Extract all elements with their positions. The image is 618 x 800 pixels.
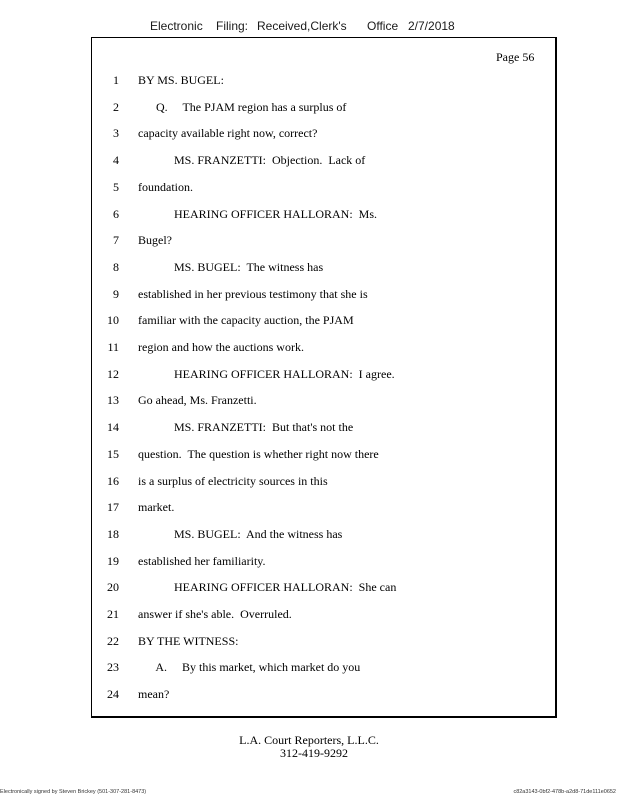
line-number: 22 [107, 633, 119, 648]
line-number: 23 [107, 660, 119, 675]
transcript-line [0, 580, 618, 598]
line-number: 3 [113, 126, 119, 141]
line-text: HEARING OFFICER HALLORAN: She can [138, 580, 397, 595]
line-text: region and how the auctions work. [138, 340, 304, 354]
line-text: MS. BUGEL: And the witness has [138, 526, 343, 541]
line-number: 11 [107, 340, 119, 354]
line-number: 16 [107, 473, 119, 488]
transcript-line [0, 447, 618, 465]
transcript-line [0, 634, 618, 652]
transcript-line [0, 527, 618, 545]
header-word-filing: Filing: [216, 19, 249, 33]
transcript-line [0, 340, 618, 358]
header-filing-date: 2/7/2018 [408, 19, 455, 33]
transcript-line [0, 367, 618, 385]
line-text: question. The question is whether right now there [138, 446, 379, 461]
electronic-signature-note: Electronically signed by Steven Brickey (501-307-281-8473) [0, 789, 147, 795]
line-number: 14 [107, 420, 119, 435]
line-number: 7 [113, 233, 119, 248]
reporter-phone: 312-419-9292 [280, 746, 348, 760]
line-number: 2 [113, 99, 119, 114]
reporter-company-name: L.A. Court Reporters, L.L.C. [239, 733, 379, 747]
line-text: Go ahead, Ms. Franzetti. [138, 393, 257, 408]
line-number: 4 [113, 153, 119, 168]
line-text: established her familiarity. [138, 553, 266, 568]
line-number: 12 [107, 366, 119, 381]
line-text: Bugel? [138, 233, 172, 248]
line-text: Q. The PJAM region has a surplus of [138, 99, 347, 114]
transcript-line [0, 313, 618, 331]
line-number: 20 [107, 580, 119, 595]
line-number: 10 [107, 313, 119, 328]
line-number: 21 [107, 607, 119, 621]
line-number: 8 [113, 259, 119, 274]
line-text: market. [138, 500, 175, 515]
line-number: 18 [107, 526, 119, 541]
line-text: HEARING OFFICER HALLORAN: Ms. [138, 206, 378, 221]
line-number: 13 [107, 393, 119, 408]
transcript-line [0, 287, 618, 305]
line-text: foundation. [138, 179, 193, 194]
transcript-line [0, 153, 618, 171]
line-text: answer if she's able. Overruled. [138, 607, 292, 621]
transcript-line [0, 180, 618, 198]
transcript-line [0, 393, 618, 411]
line-number: 19 [107, 553, 119, 568]
line-text: BY MS. BUGEL: [138, 73, 224, 87]
transcript-line [0, 420, 618, 438]
header-word-office: Office [367, 19, 399, 33]
page-number-label: Page 56 [496, 50, 535, 64]
line-number: 6 [113, 206, 119, 221]
line-number: 24 [107, 687, 119, 702]
transcript-line [0, 500, 618, 518]
header-word-electronic: Electronic [150, 19, 203, 33]
document-id: c82a3143-0bf2-478b-a2d8-71de111e0652 [513, 789, 616, 795]
line-text: familiar with the capacity auction, the PJAM [138, 313, 354, 328]
line-text: MS. FRANZETTI: But that's not the [138, 420, 354, 435]
line-number: 15 [107, 446, 119, 461]
line-text: BY THE WITNESS: [138, 633, 239, 648]
transcript-line [0, 207, 618, 225]
transcript-line [0, 607, 618, 625]
line-text: capacity available right now, correct? [138, 126, 318, 141]
line-text: MS. BUGEL: The witness has [138, 259, 324, 274]
line-text: MS. FRANZETTI: Objection. Lack of [138, 153, 366, 168]
line-text: mean? [138, 687, 170, 702]
line-number: 17 [107, 500, 119, 515]
filing-stamp-header [0, 19, 618, 37]
line-number: 5 [113, 179, 119, 194]
line-number: 9 [113, 286, 119, 301]
transcript-line [0, 260, 618, 278]
line-text: established in her previous testimony that she is [138, 286, 368, 301]
transcript-line [0, 100, 618, 118]
line-number: 1 [113, 73, 119, 87]
transcript-line [0, 233, 618, 251]
line-text: A. By this market, which market do you [138, 660, 361, 675]
line-text: HEARING OFFICER HALLORAN: I agree. [138, 366, 395, 381]
transcript-line [0, 474, 618, 492]
line-text: is a surplus of electricity sources in this [138, 473, 328, 488]
transcript-line [0, 73, 618, 91]
transcript-line [0, 126, 618, 144]
transcript-line [0, 554, 618, 572]
header-word-received-clerks: Received,Clerk's [257, 19, 347, 33]
transcript-line [0, 660, 618, 678]
transcript-line [0, 687, 618, 705]
